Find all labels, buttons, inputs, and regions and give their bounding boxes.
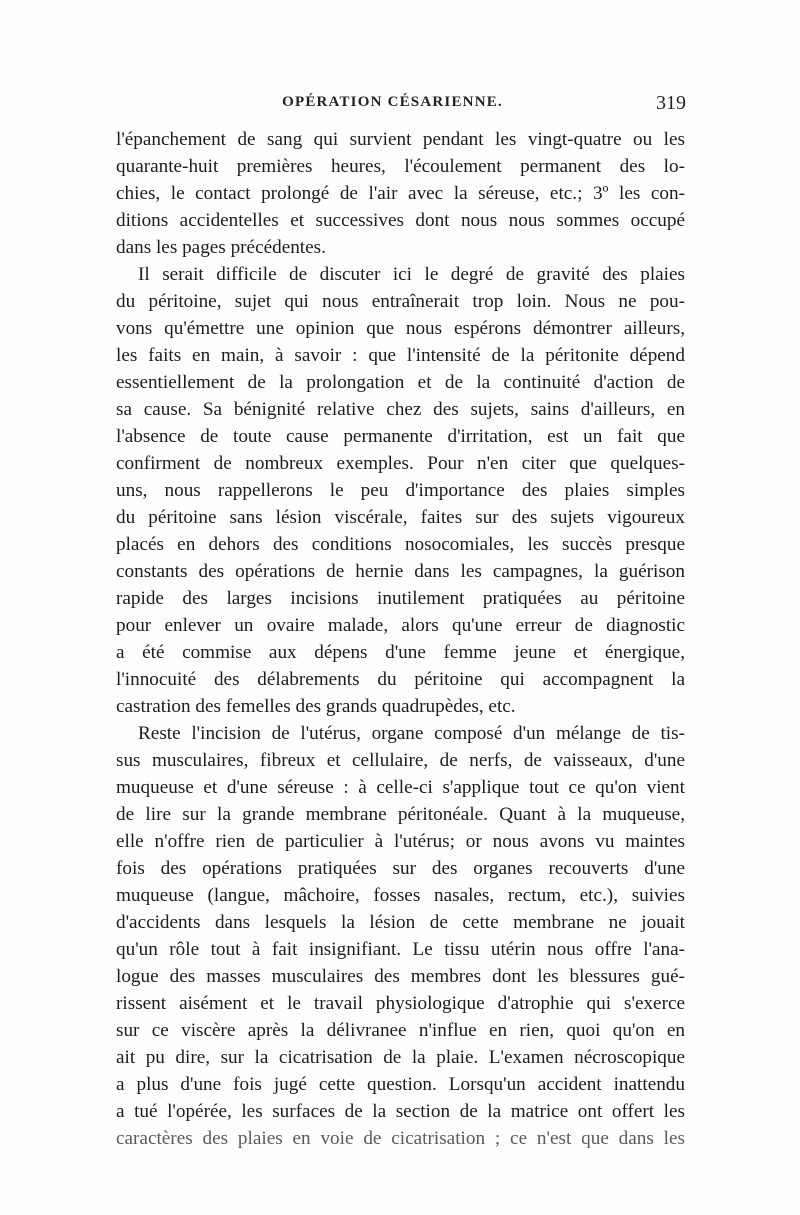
- text-line: sur ce viscère après la délivranee n'influe en rien, quoi qu'on en: [116, 1020, 685, 1041]
- text-line: uns, nous rappellerons le peu d'importance des plaies simples: [116, 480, 685, 501]
- text-line: muqueuse et d'une séreuse : à celle-ci s'applique tout ce qu'on vient: [116, 777, 685, 798]
- text-line: d'accidents dans lesquels la lésion de cette membrane ne jouait: [116, 912, 685, 933]
- page-number: 319: [656, 92, 686, 114]
- text-line: caractères des plaies en voie de cicatrisation ; ce n'est que dans les: [116, 1128, 685, 1149]
- text-line: dans les pages précédentes.: [116, 237, 326, 258]
- running-head: OPÉRATION CÉSARIENNE.: [282, 94, 503, 110]
- page-header: [115, 92, 686, 120]
- text-line: ait pu dire, sur la cicatrisation de la plaie. L'examen nécroscopique: [116, 1047, 685, 1068]
- text-line: l'absence de toute cause permanente d'irritation, est un fait que: [116, 426, 685, 447]
- paragraph-2: [116, 261, 685, 720]
- text-line: les faits en main, à savoir : que l'intensité de la péritonite dépend: [116, 345, 685, 366]
- text-line: logue des masses musculaires des membres dont les blessures gué-: [116, 966, 685, 987]
- text-line: constants des opérations de hernie dans les campagnes, la guérison: [116, 561, 685, 582]
- text-line: quarante-huit premières heures, l'écoulement permanent des lo-: [116, 156, 685, 177]
- text-line: du péritoine sans lésion viscérale, faites sur des sujets vigoureux: [116, 507, 685, 528]
- paragraph-3: [116, 720, 685, 1152]
- text-line: confirment de nombreux exemples. Pour n'en citer que quelques-: [116, 453, 685, 474]
- text-line: placés en dehors des conditions nosocomiales, les succès presque: [116, 534, 685, 555]
- text-line: sa cause. Sa bénignité relative chez des sujets, sains d'ailleurs, en: [116, 399, 685, 420]
- text-line: a tué l'opérée, les surfaces de la section de la matrice ont offert les: [116, 1101, 685, 1122]
- body-text: [116, 126, 685, 1152]
- text-line: muqueuse (langue, mâchoire, fosses nasales, rectum, etc.), suivies: [116, 885, 685, 906]
- text-line: vons qu'émettre une opinion que nous espérons démontrer ailleurs,: [116, 318, 685, 339]
- text-line: a plus d'une fois jugé cette question. Lorsqu'un accident inattendu: [116, 1074, 685, 1095]
- text-line: fois des opérations pratiquées sur des organes recouverts d'une: [116, 858, 685, 879]
- text-line: ditions accidentelles et successives dont nous nous sommes occupé: [116, 210, 685, 231]
- text-line: pour enlever un ovaire malade, alors qu'une erreur de diagnostic: [116, 615, 685, 636]
- text-line: qu'un rôle tout à fait insignifiant. Le tissu utérin nous offre l'ana-: [116, 939, 685, 960]
- text-line: castration des femelles des grands quadrupèdes, etc.: [116, 696, 516, 717]
- paragraph-1: [116, 126, 685, 261]
- text-line: Reste l'incision de l'utérus, organe composé d'un mélange de tis-: [138, 723, 685, 744]
- text-line: rissent aisément et le travail physiologique d'atrophie qui s'exerce: [116, 993, 685, 1014]
- text-line: du péritoine, sujet qui nous entraînerait trop loin. Nous ne pou-: [116, 291, 685, 312]
- text-line: essentiellement de la prolongation et de la continuité d'action de: [116, 372, 685, 393]
- text-line: l'épanchement de sang qui survient pendant les vingt-quatre ou les: [116, 129, 685, 150]
- text-line: sus musculaires, fibreux et cellulaire, de nerfs, de vaisseaux, d'une: [116, 750, 685, 771]
- text-line: chies, le contact prolongé de l'air avec la séreuse, etc.; 3º les con-: [116, 183, 685, 204]
- text-line: l'innocuité des délabrements du péritoine qui accompagnent la: [116, 669, 685, 690]
- text-line: elle n'offre rien de particulier à l'utérus; or nous avons vu maintes: [116, 831, 685, 852]
- text-line: rapide des larges incisions inutilement pratiquées au péritoine: [116, 588, 685, 609]
- text-line: a été commise aux dépens d'une femme jeune et énergique,: [116, 642, 685, 663]
- text-line: Il serait difficile de discuter ici le degré de gravité des plaies: [138, 264, 685, 285]
- text-line: de lire sur la grande membrane péritonéale. Quant à la muqueuse,: [116, 804, 685, 825]
